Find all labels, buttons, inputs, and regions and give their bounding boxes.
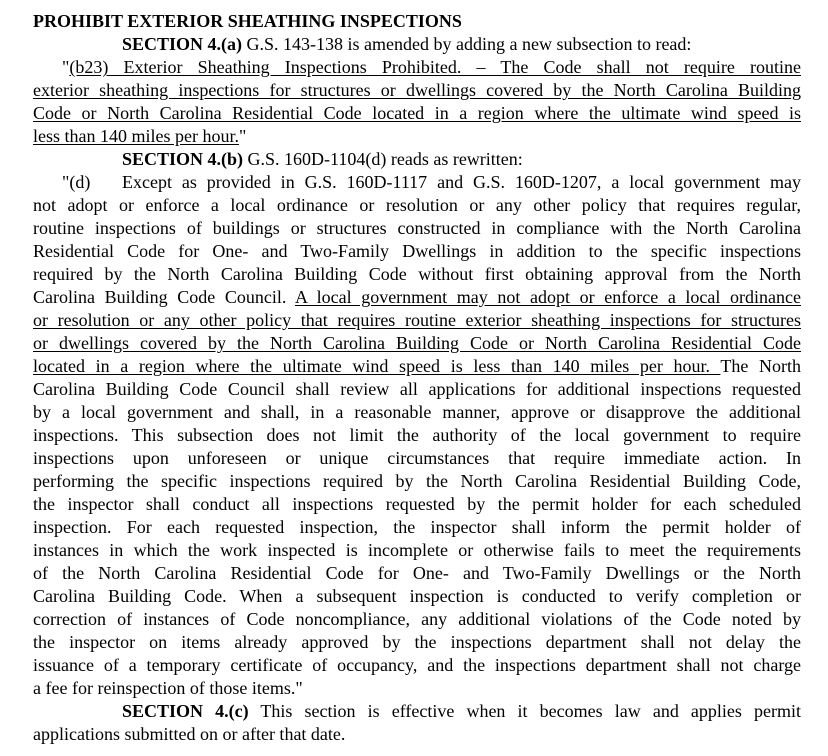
text-segment: Carolina Building Code Council. <box>33 287 295 307</box>
text-line <box>33 493 801 516</box>
text-line <box>33 217 801 240</box>
section-label: SECTION 4.(c) <box>122 701 249 721</box>
text-segment: of the North Carolina Residential Code for One- and Two-Family Dwellings or the North <box>33 563 801 583</box>
text-line <box>33 263 801 286</box>
text-line <box>33 608 801 631</box>
text-line <box>33 355 801 378</box>
section-4c-line <box>33 700 801 723</box>
section-heading <box>33 10 801 33</box>
text-segment: inspection. For each requested inspection, the inspector shall inform the permit holder of <box>33 517 801 537</box>
text-segment: " <box>238 126 247 146</box>
inserted-text: or resolution or any other policy that requires routine exterior sheathing inspections for structures <box>33 310 801 330</box>
text-line <box>33 631 801 654</box>
inserted-text: (b23) Exterior Sheathing Inspections Prohibited. – The Code shall not require routine <box>69 57 801 77</box>
inserted-text: A local government may not adopt or enforce a local ordinance <box>294 287 801 307</box>
section-label: SECTION 4.(a) <box>122 34 243 54</box>
text-segment: required by the North Carolina Building Code without first obtaining approval from the North <box>33 264 801 284</box>
text-line <box>33 585 801 608</box>
text-segment: correction of instances of Code noncompliance, any additional violations of the Code noted by <box>33 609 801 629</box>
text-segment: inspections. This subsection does not limit the authority of the local government to require <box>33 425 801 445</box>
text-line <box>33 401 801 424</box>
text-segment: Residential Code for One- and Two-Family Dwellings in addition to the specific inspections <box>33 241 801 261</box>
text-segment: Except as provided in G.S. 160D-1117 and G.S. 160D-1207, a local government may <box>122 172 801 192</box>
text-line <box>33 332 801 355</box>
text-segment: routine inspections of buildings or structures constructed in compliance with the North Carolina <box>33 218 801 238</box>
text-segment: inspections upon unforeseen or unique circumstances that require immediate action. In <box>33 448 801 468</box>
text-segment: G.S. 143-138 is amended by adding a new subsection to read: <box>242 34 692 54</box>
text-line <box>33 309 801 332</box>
section-4b-line <box>33 148 801 171</box>
text-line <box>33 424 801 447</box>
text-segment: The North <box>720 356 801 376</box>
text-segment: not adopt or enforce a local ordinance or resolution or any other policy that requires regular, <box>33 195 801 215</box>
section-label: PROHIBIT EXTERIOR SHEATHING INSPECTIONS <box>33 11 462 31</box>
inserted-text: located in a region where the ultimate wind speed is less than 140 miles per hour. <box>33 356 721 376</box>
text-line <box>33 562 801 585</box>
inserted-text: or dwellings covered by the North Carolina Building Code or North Carolina Residential Code <box>33 333 801 353</box>
text-line <box>33 378 801 401</box>
text-segment: a fee for reinspection of those items." <box>33 678 303 698</box>
text-line <box>33 171 801 194</box>
inserted-text: less than 140 miles per hour. <box>33 126 239 146</box>
document-page <box>33 10 801 746</box>
text-line <box>33 723 801 746</box>
text-segment: Carolina Building Code. When a subsequent inspection is conducted to verify completion or <box>33 586 801 606</box>
text-line <box>33 470 801 493</box>
text-segment: applications submitted on or after that date. <box>33 724 346 744</box>
text-line <box>33 194 801 217</box>
text-segment: " <box>62 57 70 77</box>
text-segment: instances in which the work inspected is incomplete or otherwise fails to meet the requirements <box>33 540 801 560</box>
text-line <box>33 56 801 79</box>
text-segment: "(d) <box>62 172 91 192</box>
section-label: SECTION 4.(b) <box>122 149 244 169</box>
text-line <box>33 286 801 309</box>
text-line <box>33 654 801 677</box>
text-segment: G.S. 160D-1104(d) reads as rewritten: <box>243 149 523 169</box>
text-segment: issuance of a temporary certificate of occupancy, and the inspections department shall not charge <box>33 655 801 675</box>
text-line <box>33 447 801 470</box>
text-line <box>33 102 801 125</box>
text-segment: the inspector on items already approved by the inspections department shall not delay the <box>33 632 801 652</box>
text-line <box>33 240 801 263</box>
inserted-text: exterior sheathing inspections for structures or dwellings covered by the North Carolina Building <box>33 80 801 100</box>
text-segment: Carolina Building Code Council shall review all applications for additional inspections requested <box>33 379 801 399</box>
text-segment: the inspector shall conduct all inspections requested by the permit holder for each scheduled <box>33 494 801 514</box>
text-line <box>33 516 801 539</box>
text-line <box>33 125 801 148</box>
text-segment: by a local government and shall, in a reasonable manner, approve or disapprove the additional <box>33 402 801 422</box>
text-segment: performing the specific inspections required by the North Carolina Residential Building Code, <box>33 471 801 491</box>
inserted-text: Code or North Carolina Residential Code located in a region where the ultimate wind speed is <box>33 103 801 123</box>
text-segment: This section is effective when it becomes law and applies permit <box>248 701 801 721</box>
text-line <box>33 539 801 562</box>
text-line <box>33 79 801 102</box>
text-line <box>33 677 801 700</box>
section-4a-line <box>33 33 801 56</box>
